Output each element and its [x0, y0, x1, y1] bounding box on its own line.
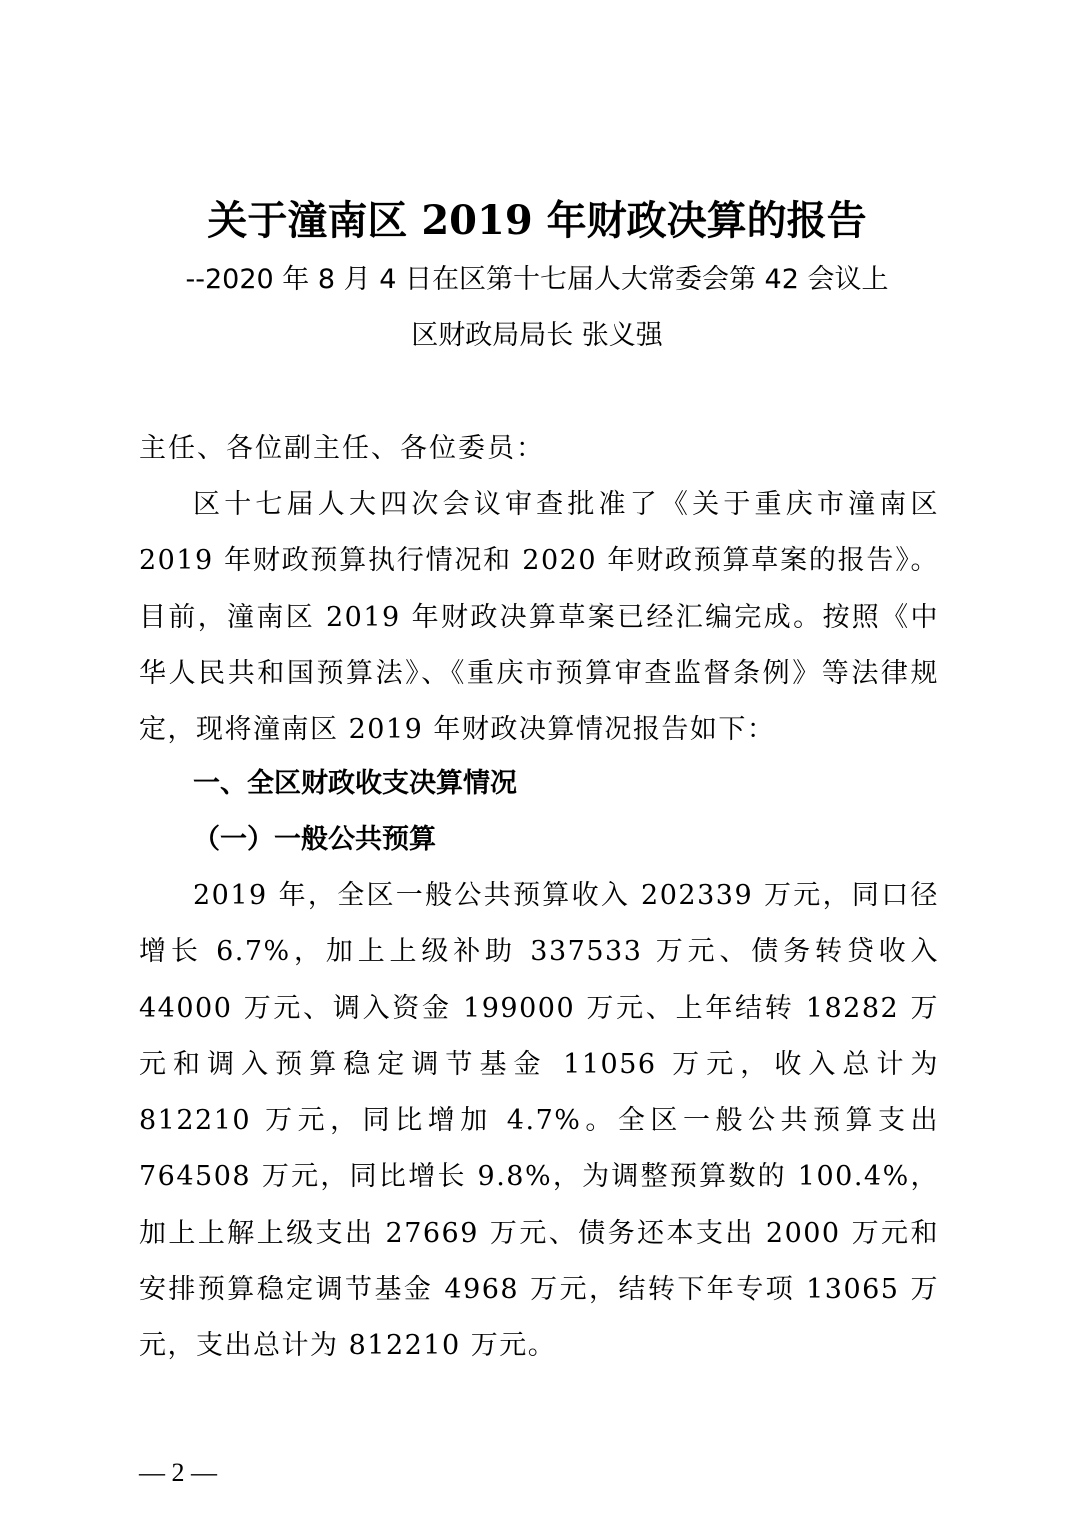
document-subtitle: --2020 年 8 月 4 日在区第十七届人大常委会第 42 会议上 — [185, 264, 889, 295]
salutation: 主任、各位副主任、各位委员： — [139, 433, 545, 464]
subsection-heading: （一）一般公共预算 — [193, 824, 436, 855]
section-heading: 一、全区财政收支决算情况 — [193, 768, 517, 799]
page-number: — 2 — — [139, 1458, 217, 1487]
intro-paragraph: 区十七届人大四次会议审查批准了《关于重庆市潼南区 2019 年财政预算执行情况和 2020 年财政预算草案的报告》。目前，潼南区 2019 年财政决算草案已经汇编完成。按照《中华人民共和国预算法》、《重庆市预算审查监督条例》等法律规定，现将潼南区 2019 年财政决算情况报告如下： — [139, 489, 939, 746]
document-title: 关于潼南区 2019 年财政决算的报告 — [207, 197, 867, 244]
document-author: 区财政局局长 张义强 — [411, 320, 663, 351]
budget-paragraph: 2019 年，全区一般公共预算收入 202339 万元，同口径增长 6.7%，加上上级补助 337533 万元、债务转贷收入 44000 万元、调入资金 199000 万元、上年结转 18282 万元和调入预算稳定调节基金 11056 万元，收入总计为 812210 万元，同比增加 4.7%。全区一般公共预算支出 764508 万元，同比增长 9.8%，为调整预算数的 100.4%，加上上解上级支出 27669 万元、债务还本支出 2000 万元和安排预算稳定调节基金 4968 万元，结转下年专项 13065 万元，支出总计为 812210 万元。 — [139, 880, 939, 1362]
